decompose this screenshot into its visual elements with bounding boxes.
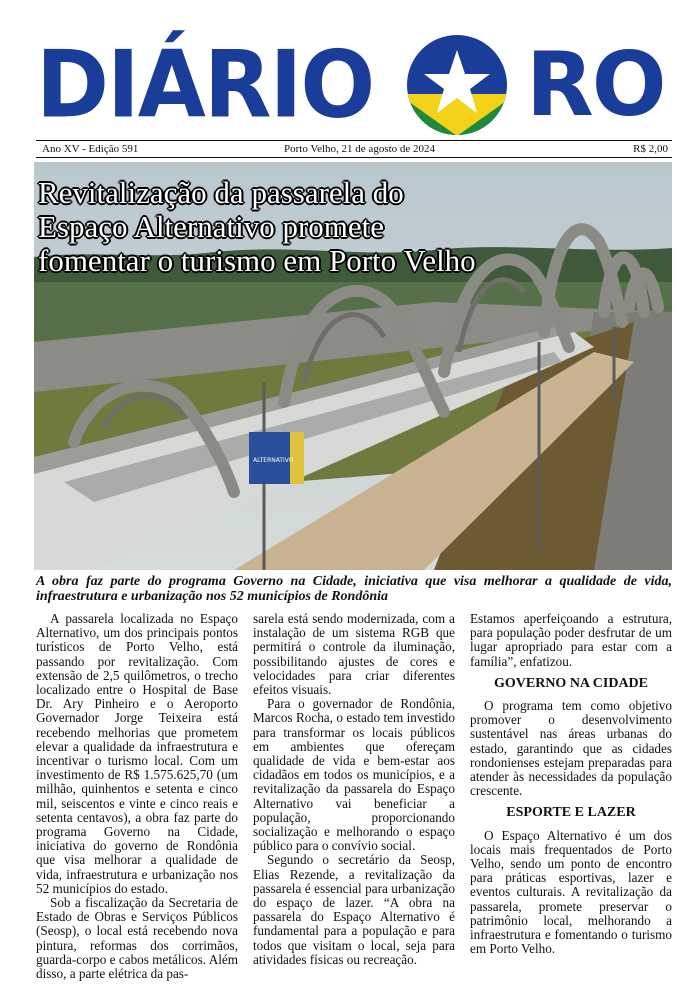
paragraph: sarela está sendo modernizada, com a instalação de um sistema RGB que permitirá o controle da iluminação, possibilitando ajustes de cores e velocidades para criar diferentes efeitos visuais. [253,611,455,698]
issue-price: R$ 2,00 [633,143,668,155]
article-column-3 [470,612,672,956]
section-heading-esporte: ESPORTE E LAZER [506,805,636,821]
paragraph: Segundo o secretário da Seosp, Elias Rezende, a revitalização da passarela é essencial para urbanização do espaço de lazer. “A obra na passarela do Espaço Alternativo é fundamental para a população e para todos que visitam o local, seja para atividades físicas ou recreação. [253,852,455,967]
masthead-title-right: RO [526,33,665,136]
headline: Revitalização da passarela do Espaço Alternativo promete fomentar o turismo em Porto Velho [38,175,476,278]
issue-date: Porto Velho, 21 de agosto de 2024 [284,143,436,155]
masthead [36,30,672,140]
sign-text: ALTERNATIVO [253,457,294,464]
masthead-title-left: DIÁRIO [36,30,374,139]
paragraph: Sob a fiscalização da Secretaria de Estado de Obras e Serviços Públicos (Seosp), o local está recebendo nova pintura, reformas dos corrimãos, guarda-corpo e cabos metálicos. Além disso, a parte elétrica da pas- [36,895,238,982]
rondonia-flag-star-icon [388,34,526,136]
article-column-2 [253,612,455,967]
paragraph: O programa tem como objetivo promover o desenvolvimento sustentável nas áreas urbanas do estado, garantindo que as cidades rondonienses estejam preparadas para atender às necessidades da população crescente. [470,698,672,799]
paragraph: O Espaço Alternativo é um dos locais mais frequentados de Porto Velho, sendo um ponto de encontro para práticas esportivas, lazer e eventos culturais. A revitalização da passarela, promete preservar o patrimônio local, melhorando a infraestrutura e fomentando o turismo em Porto Velho. [470,827,672,957]
paragraph: Para o governador de Rondônia, Marcos Rocha, o estado tem investido para transformar os locais públicos em ambientes que ofereçam qualidade de vida e bem-estar aos cidadãos em todos os municípios, e a revitalização da passarela do Espaço Alternativo vai beneficiar a população, proporcionando socialização e melhorando o espaço público para o convívio social. [253,696,455,854]
issue-info-bar [36,140,672,158]
paragraph: Estamos aperfeiçoando a estrutura, para população poder desfrutar de um lugar apropriado para estar com a família”, enfatizou. [470,611,672,669]
photo-caption: A obra faz parte do programa Governo na Cidade, iniciativa que visa melhorar a qualidade de vida, infraestrutura e urbanização nos 52 municípios de Rondônia [36,574,672,604]
section-heading-governo: GOVERNO NA CIDADE [493,675,648,691]
paragraph: A passarela localizada no Espaço Alternativo, um dos principais pontos turísticos de Porto Velho, está passando por revitalização. Com extensão de 2,5 quilômetros, o trecho localizado entre o Hospital de Base Dr. Ary Pinheiro e o Aeroporto Governador Jorge Teixeira está recebendo melhorias que prometem elevar a qualidade da infraestrutura e incentivar o turismo local. Com um investimento de R$ 1.575.625,70 (um milhão, quinhentos e setenta e cinco mil, seiscentos e vinte e cinco reais e setenta centavos), a obra faz parte do programa Governo na Cidade, iniciativa do governo de Rondônia que visa melhorar a qualidade de vida, infraestrutura e urbanização nos 52 municípios do estado. [36,611,238,896]
cover-photo [34,162,672,570]
edition-number: Ano XV - Edição 591 [42,143,139,155]
article-column-1 [36,612,238,981]
